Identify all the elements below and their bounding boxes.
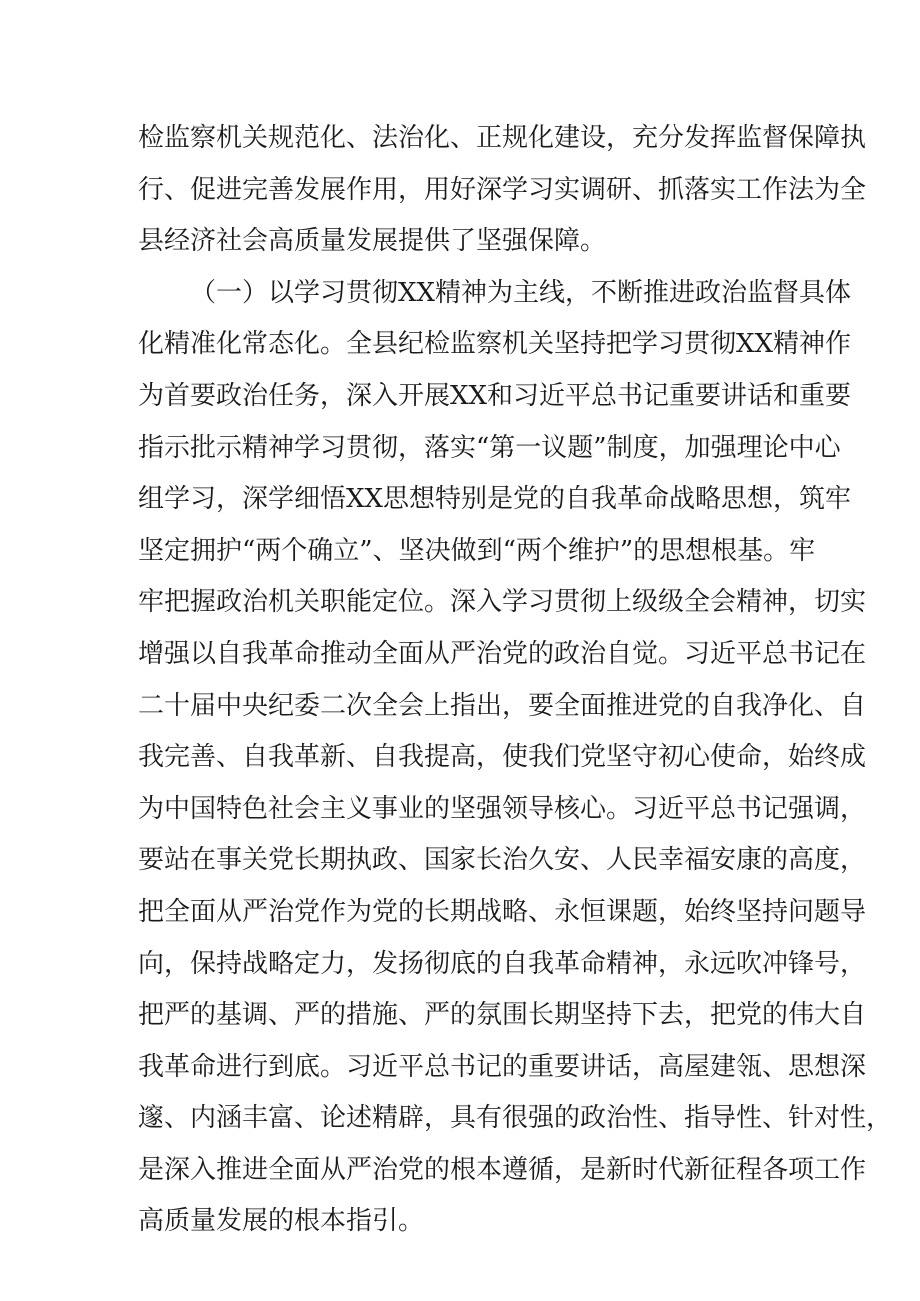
text-line: 化精准化常态化。全县纪检监察机关坚持把学习贯彻XX精神作: [138, 329, 852, 360]
text-line: 向，保持战略定力，发扬彻底的自我革命精神，永远吹冲锋号，: [138, 948, 867, 979]
text-line: 要站在事关党长期执政、国家长治久安、人民幸福安康的高度，: [138, 845, 867, 876]
text-line: 邃、内涵丰富、论述精辟，具有很强的政治性、指导性、针对性，: [138, 1103, 893, 1134]
text-line: 行、促进完善发展作用，用好深学习实调研、抓落实工作法为全: [138, 174, 867, 205]
text-line: 县经济社会高质量发展提供了坚强保障。: [138, 226, 607, 257]
text-line: 坚定拥护“两个确立”、坚决做到“两个维护”的思想根基。牢: [138, 535, 816, 566]
text-line: 是深入推进全面从严治党的根本遵循，是新时代新征程各项工作: [138, 1154, 867, 1185]
text-line: 我完善、自我革新、自我提高，使我们党坚守初心使命，始终成: [138, 742, 867, 773]
paragraph-section-one: [138, 273, 893, 1253]
text-line: 二十届中央纪委二次全会上指出，要全面推进党的自我净化、自: [138, 690, 867, 721]
text-line: 我革命进行到底。习近平总书记的重要讲话，高屋建瓴、思想深: [138, 1051, 867, 1082]
text-line: 为首要政治任务，深入开展XX和习近平总书记重要讲话和重要: [138, 380, 852, 411]
text-line: 牢把握政治机关职能定位。深入学习贯彻上级级全会精神，切实: [138, 587, 867, 618]
document-body: [138, 118, 893, 1253]
text-line: 高质量发展的根本指引。: [138, 1206, 425, 1237]
text-line: 把全面从严治党作为党的长期战略、永恒课题，始终坚持问题导: [138, 896, 867, 927]
text-line: 把严的基调、严的措施、严的氛围长期坚持下去，把党的伟大自: [138, 1000, 867, 1031]
text-line: 增强以自我革命推动全面从严治党的政治自觉。习近平总书记在: [138, 638, 867, 669]
text-line: 组学习，深学细悟XX思想特别是党的自我革命战略思想，筑牢: [138, 484, 852, 515]
text-line: 指示批示精神学习贯彻，落实“第一议题”制度，加强理论中心: [138, 432, 841, 463]
paragraph-continuation: [138, 118, 867, 273]
text-line: 为中国特色社会主义事业的坚强领导核心。习近平总书记强调，: [138, 793, 867, 824]
text-line: 检监察机关规范化、法治化、正规化建设，充分发挥监督保障执: [138, 123, 867, 153]
section-heading-line: （一）以学习贯彻XX精神为主线，不断推进政治监督具体: [190, 277, 852, 308]
